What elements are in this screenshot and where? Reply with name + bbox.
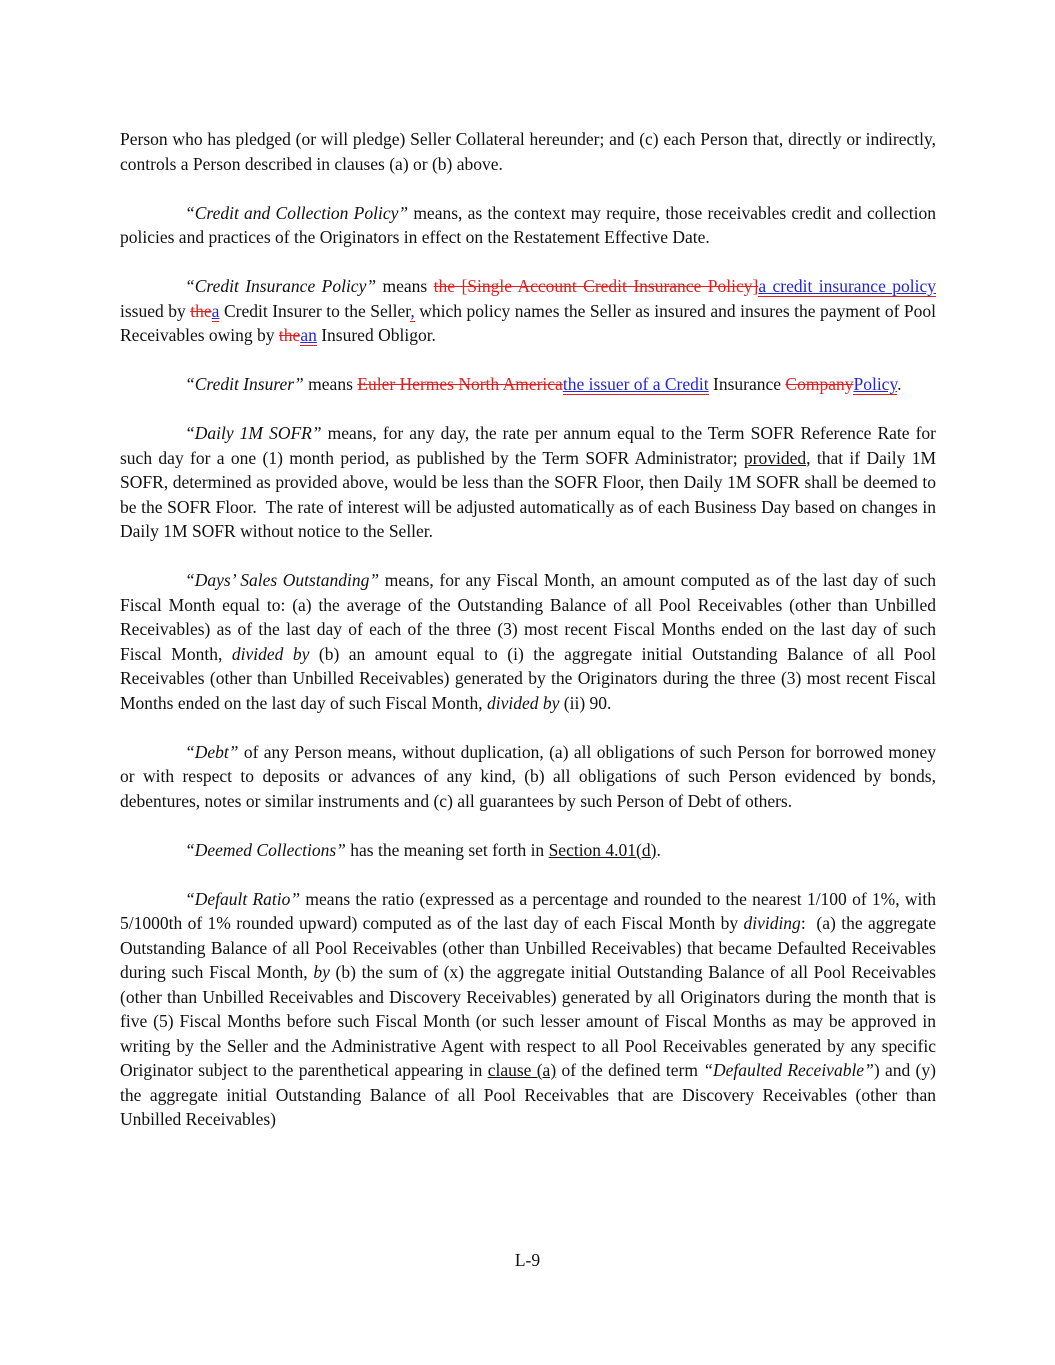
text-run: ) and (y) the aggregate initial Outstanding Balance of all Pool Receivables that are Discovery Receivables (other than Unbilled Receivables) <box>120 1060 941 1129</box>
deleted-text-run: the <box>190 300 212 321</box>
document-body <box>120 127 941 1156</box>
text-run: (b) the sum of (x) the aggregate initial Outstanding Balance of all Pool Receivables (other than Unbilled Receivables and Discovery Receivables) generated by all Originators during the month that is five (5) Fiscal Months before such Fiscal Month (or such lesser amount of Fiscal Months as may be approved in writing by the Seller and the Administrative Agent with respect to all Pool Receivables generated by any specific Originator subject to the parenthetical appearing in <box>120 962 941 1080</box>
definition-daily-1m-sofr <box>120 421 941 544</box>
text-run: . <box>897 374 902 394</box>
text-run: which policy names the Seller as insured and insures the payment of Pool Receivables owing by <box>120 300 941 345</box>
definition-credit-insurance-policy <box>120 274 941 348</box>
italic-text-run: “Credit and Collection Policy” <box>185 202 409 223</box>
italic-text-run: “Default Ratio” <box>185 888 301 909</box>
definition-credit-and-collection-policy <box>120 201 941 250</box>
inserted-text-run: , <box>410 300 415 321</box>
continuation-paragraph <box>120 127 941 176</box>
text-run: (ii) 90. <box>559 692 612 713</box>
text-run: means, as the context may require, those receivables credit and collection policies and practices of the Originators in effect on the Restatement Effective Date. <box>120 202 941 247</box>
italic-text-run: dividing <box>743 913 801 933</box>
italic-text-run: “Days’ Sales Outstanding” <box>185 570 380 590</box>
italic-text-run: by <box>313 962 330 982</box>
underlined-text-run: provided <box>743 447 807 468</box>
italic-text-run: “Credit Insurance Policy” <box>185 276 377 296</box>
inserted-text-run: the issuer of a Credit <box>562 374 709 394</box>
italic-text-run: “Credit Insurer” <box>185 374 304 394</box>
italic-text-run: “Debt” <box>185 741 239 762</box>
inserted-text-run: a <box>211 300 220 321</box>
text-run: Credit Insurer to the Seller <box>219 300 411 321</box>
text-run: of any Person means, without duplication, (a) all obligations of such Person for borrowed money or with respect to deposits or advances of any kind, (b) all obligations of such Person evidenced by bonds, debentures, notes or similar instruments and (c) all guarantees by such Person of Debt of others. <box>120 741 941 811</box>
definition-days-sales-outstanding <box>120 568 941 715</box>
italic-text-run: divided by <box>486 692 560 713</box>
inserted-text-run: a credit insurance policy <box>758 276 936 296</box>
text-run: means <box>376 276 434 296</box>
deleted-text-run: the <box>278 325 301 345</box>
text-run: means, for any day, the rate per annum equal to the Term SOFR Reference Rate for such day for a one (1) month period, as published by the Term SOFR Administrator; <box>120 423 941 468</box>
text-run: . <box>656 839 661 860</box>
underlined-text-run: clause (a) <box>487 1060 557 1080</box>
deleted-text-run: Company <box>785 374 854 394</box>
text-run: has the meaning set forth in <box>345 839 549 860</box>
text-run: Insurance <box>708 374 786 394</box>
text-run: Person who has pledged (or will pledge) Seller Collateral hereunder; and (c) each Person that, directly or indirectly, controls a Person described in clauses (a) or (b) above. <box>120 129 941 174</box>
italic-text-run: “Defaulted Receivable” <box>703 1060 874 1080</box>
text-run: (b) an amount equal to (i) the aggregate initial Outstanding Balance of all Pool Receivables (other than Unbilled Receivables) generated by the Originators during the three (3) most recent Fiscal Months ended on the last day of such Fiscal Month, <box>120 643 941 713</box>
deleted-text-run: Euler Hermes North America <box>357 374 563 394</box>
inserted-text-run: Policy <box>853 374 898 394</box>
definition-debt <box>120 740 941 814</box>
text-run: Insured Obligor. <box>316 325 436 345</box>
definition-default-ratio <box>120 887 941 1132</box>
text-run: of the defined term <box>556 1060 704 1080</box>
italic-text-run: divided by <box>231 643 310 664</box>
deleted-text-run: the [Single Account Credit Insurance Policy] <box>433 276 759 296</box>
text-run: , that if Daily 1M SOFR, determined as provided above, would be less than the SOFR Floor, then Daily 1M SOFR shall be deemed to be the SOFR Floor. The rate of interest will be adjusted automatically as of each Business Day based on changes in Daily 1M SOFR without notice to the Seller. <box>120 447 941 541</box>
italic-text-run: “Daily 1M SOFR” <box>185 423 322 443</box>
definition-credit-insurer <box>120 372 936 397</box>
page-number: L-9 <box>514 1250 541 1270</box>
underlined-text-run: Section 4.01(d) <box>548 839 657 860</box>
definition-deemed-collections <box>120 838 936 863</box>
text-run: means <box>303 374 358 394</box>
text-run: means, for any Fiscal Month, an amount computed as of the last day of such Fiscal Month equal to: (a) the average of the Outstanding Balance of all Pool Receivables (other than Unbilled Receivables) as of the last day of each of the three (3) most recent Fiscal Months ended on the last day of such Fiscal Month, <box>120 570 941 664</box>
italic-text-run: “Deemed Collections” <box>185 839 346 860</box>
text-run: means the ratio (expressed as a percentage and rounded to the nearest 1/100 of 1%, with 5/1000th of 1% rounded upward) computed as of the last day of each Fiscal Month by <box>120 888 941 933</box>
text-run: issued by <box>120 276 941 321</box>
text-run: : (a) the aggregate Outstanding Balance of all Pool Receivables (other than Unbilled Receivables) that became Defaulted Receivables during such Fiscal Month, <box>120 913 941 982</box>
inserted-text-run: an <box>300 325 317 345</box>
